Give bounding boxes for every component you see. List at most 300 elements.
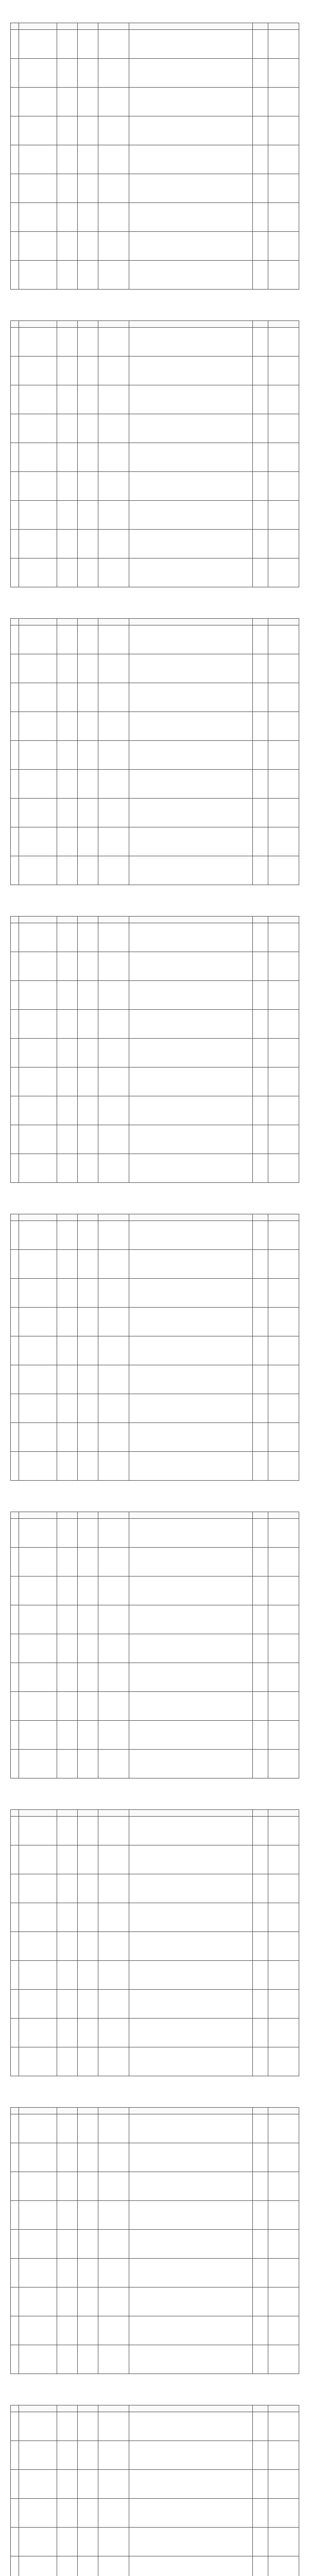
table-cell [129, 1634, 253, 1663]
table-cell [268, 501, 299, 530]
table-cell [78, 1452, 98, 1481]
table-cell [19, 328, 57, 357]
table-cell [78, 2345, 98, 2374]
column-header [11, 2405, 19, 2412]
table-cell [253, 1845, 268, 1874]
table-row [11, 2345, 299, 2374]
table-cell [98, 88, 129, 116]
table-cell [268, 1548, 299, 1577]
table-cell [268, 1932, 299, 1961]
table-cell [129, 2528, 253, 2556]
table-cell [253, 683, 268, 712]
table-cell [11, 952, 19, 981]
table-cell [78, 443, 98, 472]
table-cell [129, 558, 253, 587]
table-cell [19, 1221, 57, 1250]
table-cell [98, 2019, 129, 2047]
table-cell [129, 1605, 253, 1634]
table-cell [11, 328, 19, 357]
table-row [11, 2470, 299, 2499]
table-cell [57, 1423, 78, 1452]
table-row [11, 59, 299, 88]
table-cell [268, 799, 299, 827]
table-cell [98, 2114, 129, 2143]
table-cell [268, 952, 299, 981]
column-header [268, 1214, 299, 1221]
table-cell [57, 1605, 78, 1634]
table-cell [98, 1336, 129, 1365]
table-row [11, 530, 299, 558]
table-row [11, 770, 299, 799]
table-cell [268, 232, 299, 261]
table-cell [11, 501, 19, 530]
table-cell [57, 2528, 78, 2556]
table-cell [129, 1250, 253, 1279]
table-cell [268, 30, 299, 59]
table-cell [253, 1365, 268, 1394]
table-cell [253, 472, 268, 501]
table-cell [268, 856, 299, 885]
column-header [19, 917, 57, 923]
table-cell [19, 385, 57, 414]
table-cell [253, 654, 268, 683]
table-cell [19, 2201, 57, 2230]
table-cell [268, 2556, 299, 2576]
table-cell [78, 1577, 98, 1605]
table-cell [78, 2470, 98, 2499]
table-cell [268, 654, 299, 683]
table-cell [19, 770, 57, 799]
table-cell [78, 472, 98, 501]
table-cell [98, 472, 129, 501]
table-cell [268, 414, 299, 443]
table-cell [268, 2412, 299, 2441]
column-header [253, 2108, 268, 2114]
table-cell [268, 1721, 299, 1750]
table-cell [57, 1990, 78, 2019]
table-cell [57, 232, 78, 261]
table-cell [19, 741, 57, 770]
column-header [129, 1214, 253, 1221]
table-cell [98, 443, 129, 472]
table-cell [11, 1039, 19, 1067]
table-cell [11, 827, 19, 856]
table-section [10, 320, 299, 608]
table-cell [78, 1336, 98, 1365]
table-cell [78, 2019, 98, 2047]
table-row [11, 88, 299, 116]
table-section [10, 1214, 299, 1501]
table-row [11, 1874, 299, 1903]
table-cell [129, 2412, 253, 2441]
table-cell [78, 683, 98, 712]
table-cell [57, 1125, 78, 1154]
table-cell [78, 770, 98, 799]
column-header [78, 1512, 98, 1519]
table-cell [57, 261, 78, 290]
column-header [11, 1214, 19, 1221]
table-cell [11, 2143, 19, 2172]
column-header [129, 1810, 253, 1817]
table-cell [57, 2172, 78, 2201]
table-row [11, 1308, 299, 1336]
table-header-row [11, 2405, 299, 2412]
table-cell [253, 203, 268, 232]
table-cell [78, 1221, 98, 1250]
table-cell [253, 1605, 268, 1634]
table-cell [98, 1308, 129, 1336]
table-cell [57, 1067, 78, 1096]
table-cell [98, 1423, 129, 1452]
table-cell [129, 799, 253, 827]
table-cell [57, 2230, 78, 2259]
column-header [129, 2108, 253, 2114]
table-cell [11, 2114, 19, 2143]
table-cell [78, 1845, 98, 1874]
table-cell [98, 952, 129, 981]
column-header [57, 917, 78, 923]
table-cell [253, 1990, 268, 2019]
table-cell [57, 145, 78, 174]
table-cell [78, 1903, 98, 1932]
column-header [11, 2108, 19, 2114]
table-cell [129, 357, 253, 385]
table-cell [129, 1221, 253, 1250]
table-cell [19, 1548, 57, 1577]
table-cell [98, 2201, 129, 2230]
table-row [11, 827, 299, 856]
table-cell [253, 443, 268, 472]
table-cell [253, 2470, 268, 2499]
table-cell [11, 799, 19, 827]
table-cell [78, 952, 98, 981]
table-cell [78, 1750, 98, 1778]
table-cell [253, 2412, 268, 2441]
table-cell [253, 174, 268, 203]
table-cell [253, 1750, 268, 1778]
column-header [98, 2108, 129, 2114]
table-cell [78, 1365, 98, 1394]
table-row [11, 981, 299, 1010]
table-cell [57, 1336, 78, 1365]
table-cell [98, 1817, 129, 1845]
table-cell [19, 2316, 57, 2345]
table-cell [19, 1423, 57, 1452]
table-cell [57, 2345, 78, 2374]
table-cell [268, 1519, 299, 1548]
table-cell [129, 385, 253, 414]
table-cell [98, 357, 129, 385]
table-row [11, 1577, 299, 1605]
table-cell [57, 501, 78, 530]
table-cell [78, 558, 98, 587]
table-cell [19, 1154, 57, 1183]
column-header [11, 23, 19, 30]
table-cell [253, 558, 268, 587]
table-cell [19, 1279, 57, 1308]
table-cell [78, 1279, 98, 1308]
table-cell [19, 952, 57, 981]
table-cell [78, 203, 98, 232]
table-cell [57, 1279, 78, 1308]
table-cell [57, 2019, 78, 2047]
table-cell [98, 1903, 129, 1932]
table-cell [98, 1125, 129, 1154]
table-cell [98, 1692, 129, 1721]
table-cell [57, 203, 78, 232]
table-row [11, 1221, 299, 1250]
table-cell [98, 827, 129, 856]
table-cell [19, 1932, 57, 1961]
table-cell [253, 1096, 268, 1125]
table-cell [268, 1634, 299, 1663]
table-cell [253, 2230, 268, 2259]
table-cell [78, 116, 98, 145]
table-cell [57, 2143, 78, 2172]
column-header [129, 321, 253, 328]
table-cell [268, 174, 299, 203]
table-cell [11, 2499, 19, 2528]
table-cell [129, 414, 253, 443]
table-cell [98, 654, 129, 683]
table-cell [98, 1874, 129, 1903]
table-row [11, 654, 299, 683]
table-cell [253, 2499, 268, 2528]
table-row [11, 1961, 299, 1990]
table-cell [78, 1692, 98, 1721]
data-table [10, 1214, 299, 1481]
column-header [268, 917, 299, 923]
table-cell [57, 1039, 78, 1067]
table-cell [129, 472, 253, 501]
table-cell [129, 654, 253, 683]
table-cell [11, 1605, 19, 1634]
table-cell [98, 1221, 129, 1250]
table-cell [78, 799, 98, 827]
table-cell [268, 385, 299, 414]
column-header [268, 1810, 299, 1817]
table-cell [98, 414, 129, 443]
table-header-row [11, 1214, 299, 1221]
table-cell [129, 1548, 253, 1577]
table-row [11, 683, 299, 712]
table-row [11, 1125, 299, 1154]
table-cell [253, 1279, 268, 1308]
table-cell [19, 2114, 57, 2143]
table-cell [98, 981, 129, 1010]
table-cell [57, 827, 78, 856]
table-cell [268, 827, 299, 856]
table-cell [19, 2528, 57, 2556]
table-row [11, 1692, 299, 1721]
table-cell [98, 1250, 129, 1279]
table-cell [19, 1605, 57, 1634]
column-header [19, 23, 57, 30]
table-cell [268, 558, 299, 587]
column-header [57, 2108, 78, 2114]
table-cell [98, 232, 129, 261]
table-cell [11, 2019, 19, 2047]
table-row [11, 116, 299, 145]
table-cell [98, 2470, 129, 2499]
column-header [129, 2405, 253, 2412]
table-cell [98, 2047, 129, 2076]
table-cell [57, 1548, 78, 1577]
table-cell [129, 1125, 253, 1154]
table-cell [129, 741, 253, 770]
table-cell [57, 2287, 78, 2316]
table-cell [98, 712, 129, 741]
table-row [11, 1067, 299, 1096]
table-cell [57, 2556, 78, 2576]
table-cell [129, 1452, 253, 1481]
table-cell [78, 981, 98, 1010]
table-cell [78, 2412, 98, 2441]
table-cell [98, 2528, 129, 2556]
table-cell [268, 1692, 299, 1721]
table-cell [78, 654, 98, 683]
table-cell [78, 1125, 98, 1154]
table-cell [78, 1634, 98, 1663]
table-cell [19, 1394, 57, 1423]
table-row [11, 385, 299, 414]
table-cell [19, 2345, 57, 2374]
table-cell [11, 232, 19, 261]
table-cell [268, 88, 299, 116]
table-cell [253, 2047, 268, 2076]
column-header [98, 23, 129, 30]
table-header-row [11, 1512, 299, 1519]
table-cell [57, 1845, 78, 1874]
table-cell [129, 530, 253, 558]
table-cell [78, 501, 98, 530]
table-row [11, 1519, 299, 1548]
table-cell [57, 1154, 78, 1183]
table-cell [268, 1279, 299, 1308]
table-cell [129, 2441, 253, 2470]
table-cell [253, 357, 268, 385]
table-cell [268, 712, 299, 741]
table-cell [268, 2470, 299, 2499]
table-section [10, 1512, 299, 1799]
table-row [11, 1250, 299, 1279]
column-header [268, 2405, 299, 2412]
table-cell [11, 625, 19, 654]
table-cell [129, 2259, 253, 2287]
table-cell [19, 145, 57, 174]
table-cell [98, 799, 129, 827]
table-cell [78, 1067, 98, 1096]
table-row [11, 2047, 299, 2076]
table-cell [57, 1308, 78, 1336]
table-cell [253, 1394, 268, 1423]
table-cell [78, 1990, 98, 2019]
table-row [11, 1548, 299, 1577]
table-cell [57, 712, 78, 741]
table-cell [78, 59, 98, 88]
table-cell [19, 2230, 57, 2259]
table-row [11, 1336, 299, 1365]
table-cell [19, 1250, 57, 1279]
table-header-row [11, 2108, 299, 2114]
table-row [11, 328, 299, 357]
table-cell [19, 472, 57, 501]
column-header [78, 619, 98, 625]
column-header [268, 2108, 299, 2114]
column-header [11, 321, 19, 328]
table-cell [253, 1903, 268, 1932]
table-row [11, 2556, 299, 2576]
table-cell [11, 443, 19, 472]
table-cell [19, 357, 57, 385]
table-cell [11, 145, 19, 174]
table-cell [11, 2470, 19, 2499]
table-cell [78, 1932, 98, 1961]
table-cell [129, 1394, 253, 1423]
table-cell [11, 981, 19, 1010]
table-cell [268, 116, 299, 145]
table-cell [57, 2201, 78, 2230]
table-cell [253, 1221, 268, 1250]
table-cell [19, 1308, 57, 1336]
table-cell [11, 654, 19, 683]
table-cell [268, 1010, 299, 1039]
table-cell [253, 1308, 268, 1336]
table-cell [98, 2143, 129, 2172]
table-cell [268, 1750, 299, 1778]
table-cell [57, 385, 78, 414]
table-cell [98, 203, 129, 232]
table-cell [57, 30, 78, 59]
table-cell [129, 1010, 253, 1039]
column-header [19, 2108, 57, 2114]
table-cell [129, 952, 253, 981]
column-header [57, 321, 78, 328]
table-cell [268, 1874, 299, 1903]
table-cell [129, 1039, 253, 1067]
table-header-row [11, 619, 299, 625]
table-cell [78, 1605, 98, 1634]
table-cell [253, 2114, 268, 2143]
table-cell [11, 2528, 19, 2556]
table-cell [57, 1452, 78, 1481]
table-row [11, 2499, 299, 2528]
table-cell [268, 1394, 299, 1423]
table-cell [253, 712, 268, 741]
table-cell [253, 30, 268, 59]
table-cell [253, 1250, 268, 1279]
table-cell [11, 1932, 19, 1961]
table-cell [19, 174, 57, 203]
table-cell [57, 1663, 78, 1692]
table-cell [253, 923, 268, 952]
table-cell [129, 625, 253, 654]
table-cell [57, 1394, 78, 1423]
table-cell [253, 530, 268, 558]
table-cell [11, 1548, 19, 1577]
table-cell [129, 1961, 253, 1990]
table-cell [11, 2441, 19, 2470]
column-header [78, 23, 98, 30]
table-cell [129, 683, 253, 712]
table-cell [129, 232, 253, 261]
table-cell [11, 1692, 19, 1721]
table-cell [98, 145, 129, 174]
table-cell [78, 2287, 98, 2316]
table-cell [253, 328, 268, 357]
table-row [11, 1750, 299, 1778]
column-header [78, 2405, 98, 2412]
